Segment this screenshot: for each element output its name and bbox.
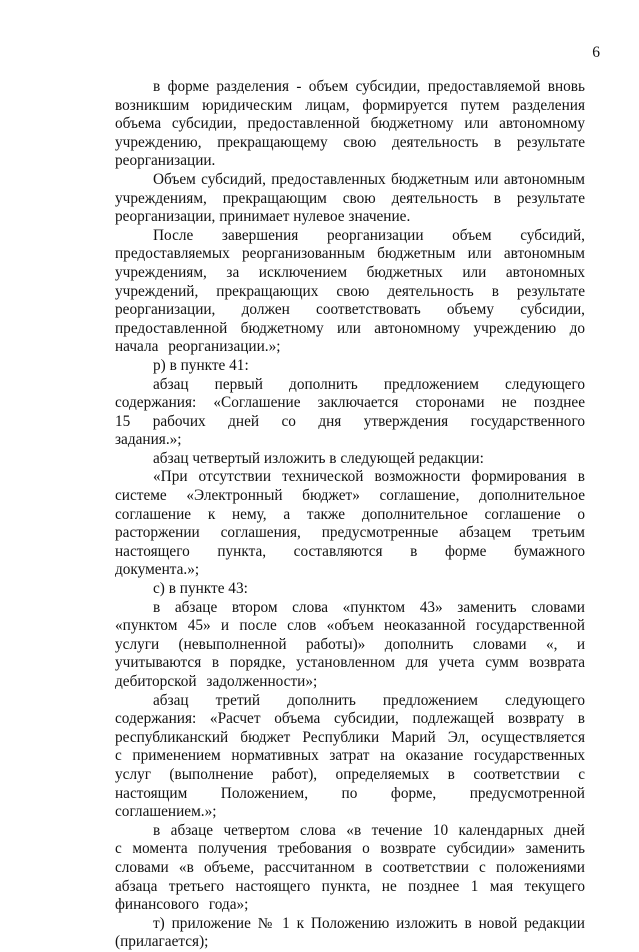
paragraph-third-subparagraph: абзац третий дополнить предложением следующего содержания: «Расчет объема субсидии, подлежащей возврату в республиканский бюджет Республики Марий Эл, осуществляется с применением нормативных затрат на оказание государственных услуг (выполнение работ), определяемых в соответствии с настоящим Положением, по форме, предусмотренной соглашением.»; <box>115 691 585 821</box>
paragraph-fourth-subparagraph: абзац четвертый изложить в следующей редакции: <box>153 449 484 467</box>
page-number: 6 <box>592 44 600 61</box>
paragraph-second-subparagraph: в абзаце втором слова «пунктом 43» заменить словами «пунктом 45» и после слов «объем неоказанной государственной услуги (невыполненной работы)» дополнить словами «, и учитываются в порядке, установленном для учета сумм возврата дебиторской задолженности»; <box>115 598 585 690</box>
document-body <box>115 78 585 952</box>
paragraph-zero-subsidy: Объем субсидий, предоставленных бюджетным или автономным учреждениям, прекращающим свою деятельность в результате реорганизации, принимает нулевое значение. <box>115 170 585 226</box>
paragraph-item-t: т) приложение № 1 к Положению изложить в новой редакции (прилагается); <box>115 914 585 951</box>
paragraph-electronic-budget: «При отсутствии технической возможности формирования в системе «Электронный бюджет» соглашение, дополнительное соглашение к нему, а также дополнительное соглашение о расторжении соглашения, предусмотренные абзацем третьим настоящего пункта, составляются в форме бумажного документа.»; <box>115 468 585 579</box>
paragraph-item-s: с) в пункте 43: <box>153 580 248 598</box>
paragraph-after-reorganization: После завершения реорганизации объем субсидий, предоставляемых реорганизованным бюджетным или автономным учреждениям, за исключением бюджетных или автономных учреждений, прекращающих свою деятельность в результате реорганизации, должен соответствовать объему субсидии, предоставленной бюджетному или автономному учреждению до начала реорганизации.»; <box>115 226 585 356</box>
paragraph-fourth-subparagraph-words: в абзаце четвертом слова «в течение 10 календарных дней с момента получения требования о возврате субсидии» заменить словами «в объеме, рассчитанном в соответствии с положениями абзаца третьего настоящего пункта, не позднее 1 мая текущего финансового года»; <box>115 821 585 914</box>
paragraph-reorganization-division: в форме разделения - объем субсидии, предоставляемой вновь возникшим юридическим лицам, формируется путем разделения объема субсидии, предоставленной бюджетному или автономному учреждению, прекращающему свою деятельность в результате реорганизации. <box>115 78 585 170</box>
paragraph-item-r: р) в пункте 41: <box>153 356 249 374</box>
paragraph-first-subparagraph: абзац первый дополнить предложением следующего содержания: «Соглашение заключается сторонами не позднее 15 рабочих дней со дня утверждения государственного задания.»; <box>115 375 585 449</box>
